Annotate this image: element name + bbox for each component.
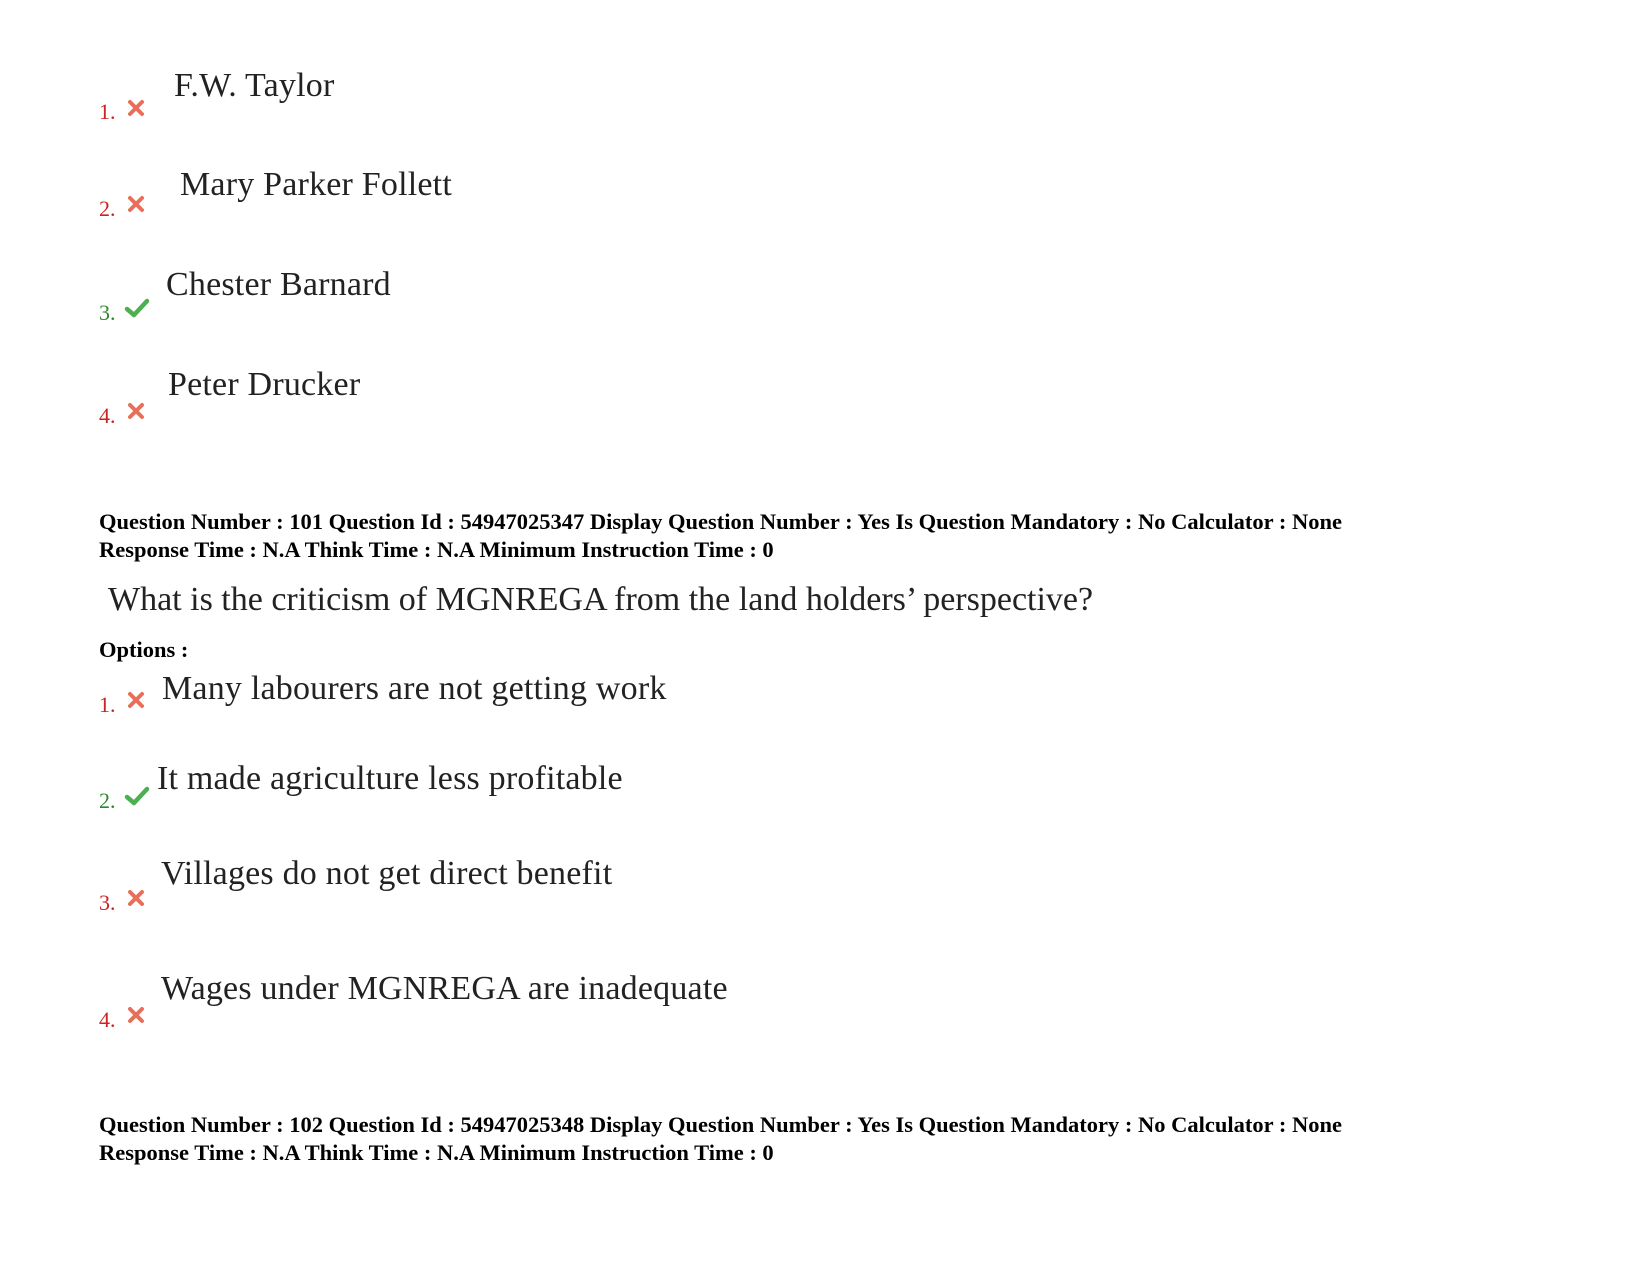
option-text: It made agriculture less profitable	[157, 760, 623, 797]
check-icon	[124, 298, 150, 318]
option-number: 2.	[99, 788, 116, 813]
option-text: Many labourers are not getting work	[162, 670, 667, 707]
question-meta-line2: Response Time : N.A Think Time : N.A Minimum Instruction Time : 0	[99, 537, 774, 562]
option-text: Wages under MGNREGA are inadequate	[161, 970, 728, 1007]
options-label: Options :	[99, 637, 189, 662]
cross-icon	[126, 98, 146, 118]
question-meta-line1: Question Number : 101 Question Id : 54947025347 Display Question Number : Yes Is Question Mandatory : No Calculator : None	[99, 509, 1342, 534]
cross-icon	[126, 1005, 146, 1025]
option-number: 1.	[99, 99, 116, 124]
check-icon	[124, 786, 150, 806]
option-number: 4.	[99, 1007, 116, 1032]
option-text: F.W. Taylor	[174, 67, 335, 104]
option-number: 3.	[99, 300, 116, 325]
cross-icon	[126, 194, 146, 214]
option-number: 3.	[99, 890, 116, 915]
option-text: Peter Drucker	[168, 366, 361, 403]
question-text: What is the criticism of MGNREGA from the land holders’ perspective?	[108, 581, 1094, 618]
option-text: Mary Parker Follett	[180, 166, 452, 203]
option-text: Villages do not get direct benefit	[161, 855, 613, 892]
option-number: 1.	[99, 692, 116, 717]
cross-icon	[126, 690, 146, 710]
question-meta-line2: Response Time : N.A Think Time : N.A Minimum Instruction Time : 0	[99, 1140, 774, 1165]
question-meta-line1: Question Number : 102 Question Id : 54947025348 Display Question Number : Yes Is Question Mandatory : No Calculator : None	[99, 1112, 1342, 1137]
option-number: 4.	[99, 403, 116, 428]
option-text: Chester Barnard	[166, 266, 391, 303]
option-number: 2.	[99, 196, 116, 221]
cross-icon	[126, 401, 146, 421]
cross-icon	[126, 888, 146, 908]
